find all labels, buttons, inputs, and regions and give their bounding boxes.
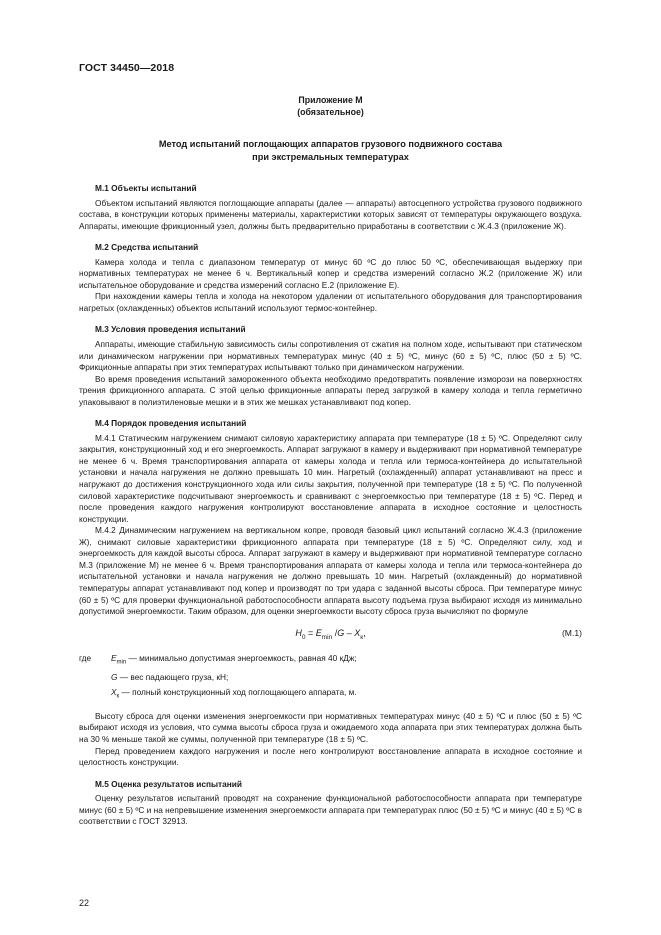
paragraph-m2-2: При нахождении камеры тепла и холода на некотором удалении от испытательного оборудования для транспортирования нагретых (охлажденных) объектов испытаний используют термос-контейнер. xyxy=(79,291,582,313)
formula-x-subscript: к xyxy=(360,633,364,641)
definition-row xyxy=(79,670,582,685)
method-title-line-1: Метод испытаний поглощающих аппаратов грузового подвижного состава xyxy=(158,139,503,149)
paragraph-m4-1: М.4.1 Статическим нагружением снимают силовую характеристику аппарата при температуре (18 ± 5) ºС. Определяют силу закрытия, конструкционный ход и его энергоемкость. Аппарат загружают в камеру и выдерживают при нормативной температуре не менее 6 ч. Время транспортирования аппарата от камеры холода и тепла или термоса-контейнера до испытательной установки и начала нагружения не должно превышать 10 мин. Нагретый (охлажденный) аппарат устанавливают на пресс и нагружают до достижения конструкционного хода или силы закрытия, полученной при температуре (18 ± 5) ºС. По полученной силовой характеристике подсчитывают энергоемкость и сравнивают с энергоемкостью при температуре (18 ± 5) ºС. Перед и после проведения каждого нагружения контролируют восстановление аппарата в исходное состояние и целостность конструкции. xyxy=(79,432,582,524)
formula-minus: – xyxy=(344,627,355,638)
paragraph-m1-1: Объектом испытаний являются поглощающие аппараты (далее — аппараты) автосцепного устройства грузового подвижного состава, в конструкции которых применены материалы, характеристики которых зависят от температуры окружающего воздуха. Аппараты, имеющие фрикционный узел, должны быть предварительно приработаны в соответствии с Ж.4.3 (приложение Ж). xyxy=(79,197,582,231)
page-number: 22 xyxy=(79,898,90,908)
definition-row xyxy=(79,685,582,705)
formula-h: H xyxy=(295,627,302,638)
definition-symbol: G xyxy=(111,672,118,683)
section-heading-m3: М.3 Условия проведения испытаний xyxy=(95,324,246,335)
paragraph-m5-1: Оценку результатов испытаний проводят на сохранение функциональной работоспособности аппарата при температуре минус (60 ± 5) ºС и на непревышение изменения энергоемкости аппарата при температурах плюс (50 ± 5) ºС и минус (40 ± 5) ºС в соответствии с ГОСТ 32913. xyxy=(79,793,582,827)
formula-equals: = xyxy=(305,627,316,638)
formula-e: E xyxy=(315,627,322,638)
section-heading-m4: М.4 Порядок проведения испытаний xyxy=(95,418,247,429)
paragraph-m4-3: Высоту сброса для оценки изменения энергоемкости при нормативных температурах минус (40 ± 5) ºС и плюс (50 ± 5) ºС выбирают исходя из условия, что сумма высоты сброса груза и ожидаемого хода аппарата при этих температурах должна быть на 30 % меньше такой же суммы, полученной при температуре (18 ± 5) ºС. xyxy=(79,710,582,744)
paragraph-m4-4: Перед проведением каждого нагружения и после него контролируют восстановление аппарата в исходное состояние и целостность конструкции. xyxy=(79,745,582,768)
definition-symbol: $X_к$ xyxy=(111,687,120,700)
where-label: где xyxy=(79,652,92,663)
appendix-title: Приложение М xyxy=(298,95,363,105)
equation-number: (М.1) xyxy=(561,627,582,638)
definition-text: — минимально допустимая энергоемкость, равная 40 кДж; xyxy=(126,652,357,663)
formula-comma: , xyxy=(363,627,366,638)
formula-m1 xyxy=(79,627,582,641)
paragraph-m4-2: М.4.2 Динамическим нагружением на вертикальном копре, проводя базовый цикл испытаний согласно Ж.4.3 (приложение Ж), снимают силовые характеристики фрикционного аппарата при температуре (18 ± 5) ºС. Определяют силу, ход и энергоемкость для каждой высоты сброса. Аппарат загружают в камеру и выдерживают при нормативной температуре согласно М.3 (приложение М) не менее 6 ч. Время транспортирования аппарата от камеры холода и тепла или термоса-контейнера до испытательной установки и начала нагружения не должно превышать 10 мин. Нагретый (охлажденный) до нормативной температуры аппарат устанавливают под копер и производят по три удара с заданной высоты сброса. При температуре минус (60 ± 5) ºС для проверки функциональной работоспособности аппарата высоту подъема груза выбирают исходя из минимально допустимой энергоемкости. Таким образом, для оценки энергоемкости высоту сброса груза вычисляют по формуле xyxy=(79,525,582,617)
formula-x: X xyxy=(354,627,361,638)
standard-header: ГОСТ 34450—2018 xyxy=(79,62,175,74)
formula-h-subscript: 0 xyxy=(301,633,306,641)
section-heading-m1: М.1 Объекты испытаний xyxy=(95,183,197,193)
section-heading-m2: М.2 Средства испытаний xyxy=(95,242,199,253)
formula-g: G xyxy=(337,627,345,638)
paragraph-m3-2: Во время проведения испытаний замороженного объекта необходимо предотвратить появление изморози на поверхностях трения фрикционного аппарата. С этой целью фрикционные аппараты перед загрузкой в камеру холода и тепла герметично упаковывают в полиэтиленовые мешки и в этих же мешках устанавливают под копер. xyxy=(79,373,582,407)
definition-row xyxy=(79,651,582,671)
page-content xyxy=(79,94,582,828)
definition-symbol: $E_{min}$ xyxy=(111,652,127,666)
formula-definitions xyxy=(79,651,582,705)
paragraph-m3-1: Аппараты, имеющие стабильную зависимость силы сопротивления от сжатия на полном ходе, испытывают при статическом или динамическом нагружении при нормативных температурах минус (40 ± 5) ºС, минус (60 ± 5) ºС, плюс (50 ± 5) ºС. Фрикционные аппараты при этих температурах испытывают только при динамическом нагружении. xyxy=(79,339,582,373)
formula-divide: / xyxy=(332,627,338,638)
formula-e-subscript: min xyxy=(321,633,333,641)
method-title-line-2: при экстремальных температурах xyxy=(252,151,409,162)
formula-expression xyxy=(79,628,582,643)
section-heading-m5: М.5 Оценка результатов испытаний xyxy=(95,778,242,789)
method-title xyxy=(79,138,582,163)
appendix-status: (обязательное) xyxy=(297,107,364,117)
definition-text: — полный конструкционный ход поглощающего аппарата, м. xyxy=(119,687,357,698)
definition-text: — вес падающего груза, кН; xyxy=(117,672,229,683)
paragraph-m2-1: Камера холода и тепла с диапазоном температур от минус 60 ºС до плюс 50 ºС, обеспечивающая выдержку при нормативных температурах не менее 6 ч. Вертикальный копер и средства измерений согласно Ж.2 (приложение Ж) или испытательное оборудование и средства измерений согласно Е.2 (приложение Е). xyxy=(79,256,582,290)
